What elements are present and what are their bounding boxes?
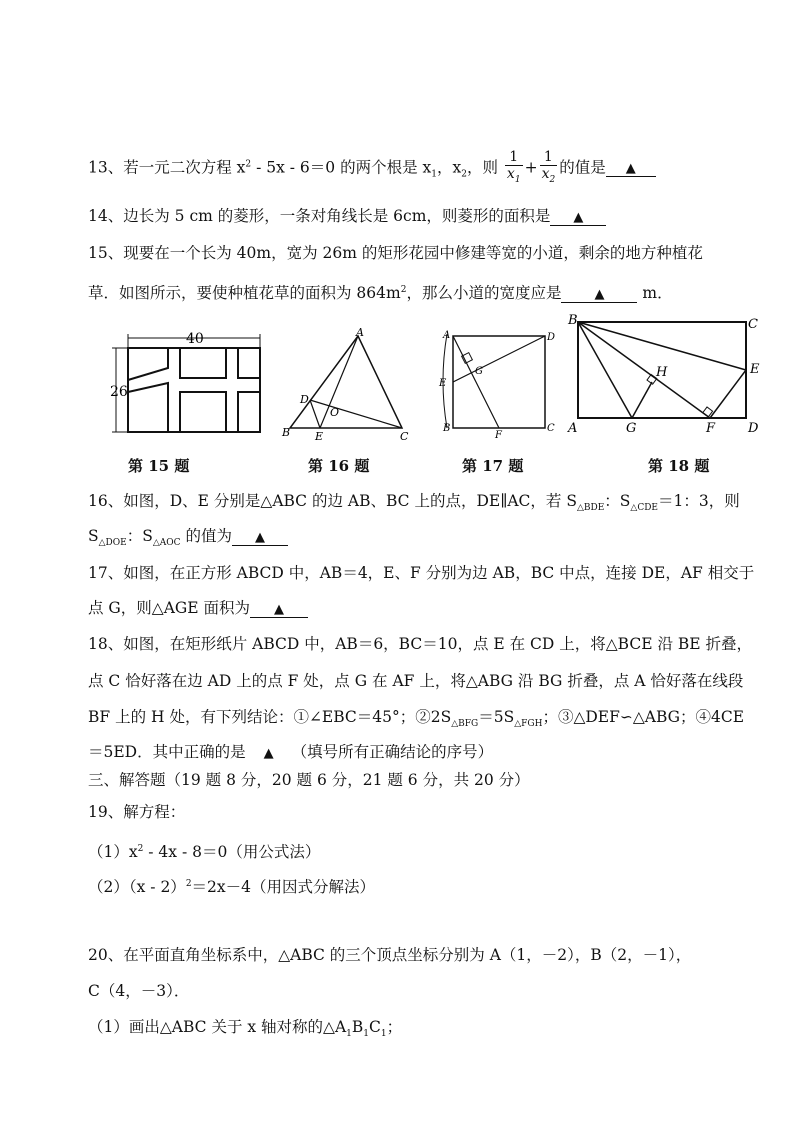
q18-text: ＝5S — [478, 708, 515, 726]
caption-fig-15: 第 15 题 — [128, 457, 190, 475]
question-19-part-1 — [88, 838, 320, 863]
question-14 — [88, 205, 606, 227]
question-19-title: 19、解方程： — [88, 803, 186, 821]
figure-18 — [564, 310, 764, 440]
subscript: △DOE — [98, 538, 127, 549]
question-16-line-2 — [88, 525, 288, 554]
fig17-label-F: F — [495, 430, 502, 441]
fig16-label-B: B — [282, 426, 291, 439]
fig16-label-O: O — [330, 406, 340, 419]
subscript: △BFG — [451, 719, 479, 730]
question-20-part-1 — [88, 1016, 402, 1045]
question-19-part-2 — [88, 873, 375, 898]
fig17-label-D: D — [547, 332, 556, 343]
fig15-height-label: 26 — [110, 384, 128, 400]
answer-blank — [561, 284, 637, 303]
fig18-label-F: F — [706, 421, 716, 436]
q13-text: 的值是 — [559, 158, 606, 177]
q15-text: ，那么小道的宽度应是 — [406, 284, 562, 303]
fraction-var: x — [506, 166, 515, 182]
superscript: 2 — [400, 285, 407, 295]
q20-text: （1）画出△ABC 关于 x 轴对称的△A — [88, 1018, 347, 1036]
triangle-marker-icon: ▲ — [625, 161, 636, 177]
q20-text: ； — [386, 1018, 403, 1036]
fig17-label-E: E — [439, 378, 447, 389]
fraction-denominator — [505, 166, 523, 188]
caption-fig-17: 第 17 题 — [462, 457, 524, 475]
fig16-label-C: C — [400, 430, 409, 443]
q16-text: ＝1：3，则 — [658, 492, 740, 510]
fig16-label-A: A — [356, 328, 364, 339]
q15-text: 草．如图所示，要使种植花草的面积为 864m — [88, 284, 401, 303]
q16-text: ：S — [604, 492, 631, 510]
subscript: △CDE — [630, 503, 658, 514]
fig16-label-E: E — [315, 430, 324, 443]
subscript: 2 — [549, 174, 556, 185]
question-16-line-1 — [88, 490, 740, 519]
subscript: △AOC — [152, 538, 181, 549]
subscript: 2 — [461, 169, 467, 180]
subscript: 1 — [431, 169, 437, 180]
question-15-line-2 — [88, 279, 673, 304]
caption-fig-18: 第 18 题 — [648, 457, 710, 475]
question-20-line-1: 20、在平面直角坐标系中，△ABC 的三个顶点坐标分别为 A（1，－2），B（2，－1）， — [88, 946, 692, 964]
fig18-label-C: C — [748, 317, 758, 332]
q20-text: B — [351, 1018, 364, 1036]
answer-blank — [606, 158, 656, 177]
question-17-line-2 — [88, 597, 308, 619]
answer-blank — [550, 207, 606, 226]
triangle-marker-icon: ▲ — [573, 210, 584, 225]
q16-text: ：S — [126, 527, 153, 545]
triangle-marker-icon: ▲ — [594, 287, 605, 303]
q18-text: ；③△DEF∽△ABG；④4CE — [542, 708, 745, 726]
q15-unit: m． — [642, 284, 673, 303]
q18-text: BF 上的 H 处，有下列结论：①∠EBC＝45°；②2S — [88, 708, 452, 726]
fig17-label-G: G — [475, 366, 483, 377]
q19-text: （2）（x - 2） — [88, 878, 186, 897]
q16-text: 的值为 — [180, 527, 232, 545]
figure-15 — [108, 328, 268, 438]
q13-text: - 5x - 6＝0 的两个根是 x — [251, 158, 432, 177]
q13-text: ，则 — [466, 158, 498, 177]
question-18-line-2: 点 C 恰好落在边 AD 上的点 F 处，点 G 在 AF 上，将△ABG 沿 BG 折叠，点 A 恰好落在线段 — [88, 672, 744, 690]
superscript: 2 — [245, 159, 252, 170]
fraction-var: x — [541, 166, 550, 182]
triangle-marker-icon: ▲ — [254, 530, 265, 545]
figure-16 — [278, 328, 418, 443]
q17-text: 点 G，则△AGE 面积为 — [88, 599, 251, 617]
fig17-label-A: A — [443, 330, 451, 341]
fig18-label-D: D — [748, 421, 759, 436]
fraction-numerator: 1 — [540, 149, 558, 166]
answer-blank — [250, 599, 308, 618]
question-18-line-1: 18、如图，在矩形纸片 ABCD 中，AB＝6，BC＝10，点 E 在 CD 上，将△BCE 沿 BE 折叠， — [88, 635, 753, 653]
fig15-width-label: 40 — [186, 331, 204, 347]
subscript: △FGH — [514, 719, 543, 730]
q16-text: S — [88, 527, 99, 545]
q14-text: 14、边长为 5 cm 的菱形，一条对角线长是 6cm，则菱形的面积是 — [88, 207, 551, 225]
question-17-line-1: 17、如图，在正方形 ABCD 中，AB＝4，E、F 分别为边 AB，BC 中点，连接 DE，AF 相交于 — [88, 564, 755, 582]
fig18-label-E: E — [750, 362, 760, 377]
fig18-label-H: H — [656, 365, 668, 380]
q16-text: 16、如图，D、E 分别是△ABC 的边 AB、BC 上的点，DE∥AC，若 S — [88, 492, 577, 510]
fraction-numerator: 1 — [505, 149, 523, 166]
triangle-marker-icon: ▲ — [274, 602, 285, 617]
caption-fig-16: 第 16 题 — [308, 457, 370, 475]
question-18-line-3 — [88, 706, 744, 735]
question-18-line-4 — [88, 741, 493, 763]
subscript: 1 — [363, 1029, 370, 1040]
question-20-line-2: C（4，－3）． — [88, 982, 190, 1000]
fraction-1-over-x1 — [505, 149, 523, 188]
fig17-label-C: C — [547, 423, 555, 434]
subscript: △BDE — [576, 503, 605, 514]
q20-text: C — [369, 1018, 381, 1036]
q18-text: （填号所有正确结论的序号） — [291, 743, 494, 761]
subscript: 1 — [380, 1029, 387, 1040]
superscript: 2 — [137, 844, 144, 854]
q19-text: ＝2x－4（用因式分解法） — [191, 878, 376, 897]
subscript: 1 — [346, 1029, 352, 1040]
figure-17 — [433, 326, 558, 441]
subscript: 1 — [514, 174, 521, 185]
fraction-1-over-x2 — [540, 149, 558, 188]
question-13: 13、若一元二次方程 $x^2 - 5x - 6=0$ 的两个根是 $x_1$，$x_2$，则 $\frac{1}{x_1}$ + $\frac{1}{x_2}$ 的值是 ▲ — [88, 149, 656, 188]
q19-text: - 4x - 8＝0（用公式法） — [143, 843, 321, 862]
fig18-label-B: B — [568, 313, 578, 328]
q13-text: 13、若一元二次方程 x — [88, 158, 246, 177]
fig18-label-A: A — [568, 421, 578, 436]
q19-text: （1）x — [88, 843, 138, 862]
fig17-label-B: B — [443, 423, 451, 434]
q13-text: ，x — [436, 158, 462, 177]
q18-text: ＝5ED．其中正确的是 — [88, 743, 246, 761]
fig18-label-G: G — [626, 421, 637, 436]
answer-blank — [246, 743, 292, 761]
superscript: 2 — [185, 879, 192, 889]
answer-blank — [232, 527, 288, 546]
fig16-label-D: D — [300, 393, 309, 406]
fraction-denominator — [540, 166, 558, 188]
triangle-marker-icon: ▲ — [263, 746, 274, 761]
question-15-line-1: 15、现要在一个长为 40m，宽为 26m 的矩形花园中修建等宽的小道，剩余的地方种植花 — [88, 244, 703, 262]
section-3-heading: 三、解答题（19 题 8 分，20 题 6 分，21 题 6 分，共 20 分） — [88, 771, 530, 789]
